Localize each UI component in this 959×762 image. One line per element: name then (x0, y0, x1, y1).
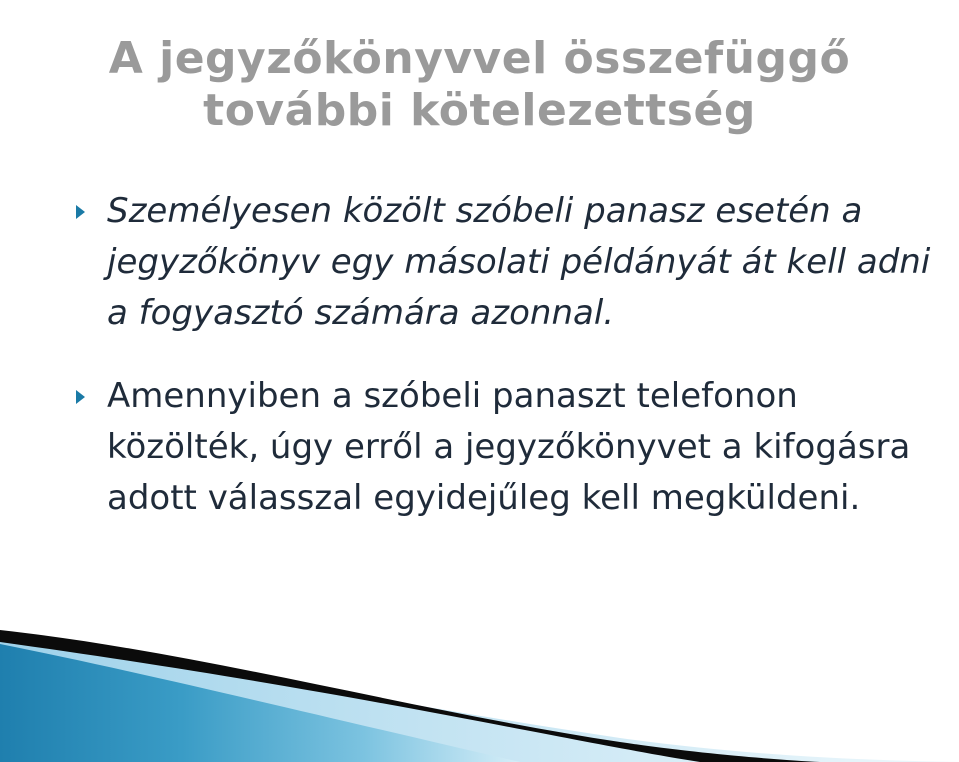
bullet-item-2 (74, 371, 959, 524)
slide-title (0, 29, 959, 137)
slide-title-line-1: A jegyzőkönyvvel összefüggő (108, 33, 851, 85)
slide-title-line-2: további kötelezettség (203, 85, 756, 137)
bullet-text-1: Személyesen közölt szóbeli panasz esetén a jegyzőkönyv egy másolati példányát át kell adni a fogyasztó számára azonnal. (107, 191, 931, 333)
right-triangle-arrow-icon (76, 390, 85, 404)
bullet-item-1 (74, 186, 959, 339)
bottom-wave-decoration (0, 620, 959, 762)
right-triangle-arrow-icon (76, 205, 85, 219)
wave-blue-band (0, 644, 520, 762)
bullet-text-2: Amennyiben a szóbeli panaszt telefonon közölték, úgy erről a jegyzőkönyvet a kifogásra adott válasszal egyidejűleg kell megküldeni. (107, 376, 911, 518)
bullet-list (74, 186, 959, 524)
